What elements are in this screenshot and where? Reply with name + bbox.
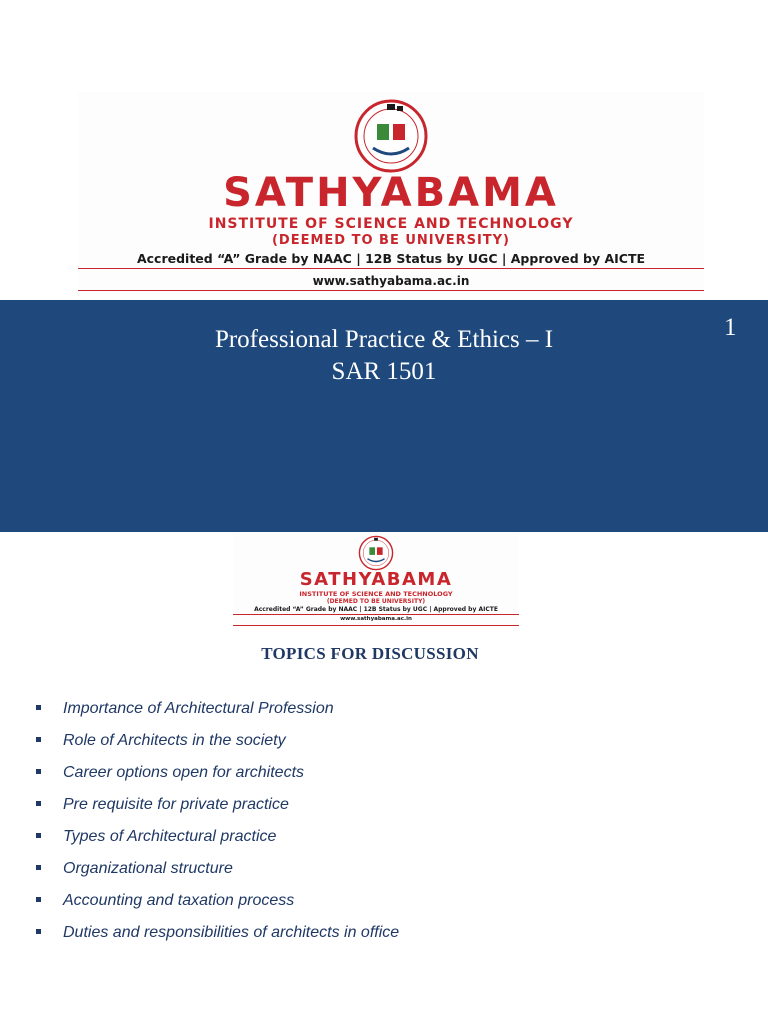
logo-institute: INSTITUTE OF SCIENCE AND TECHNOLOGY [299,590,453,598]
square-bullet-icon [36,769,41,774]
square-bullet-icon [36,865,41,870]
logo-website: www.sathyabama.ac.in [340,616,412,622]
square-bullet-icon [36,705,41,710]
topic-item: Pre requisite for private practice [36,794,399,826]
square-bullet-icon [36,801,41,806]
logo-website: www.sathyabama.ac.in [312,274,470,288]
topic-item: Career options open for architects [36,762,399,794]
slide-2 [0,532,768,1024]
title-band [0,300,768,532]
logo-deemed: (DEEMED TO BE UNIVERSITY) [271,233,511,248]
topic-item: Duties and responsibilities of architects in office [36,922,399,954]
course-code: SAR 1501 [331,358,437,385]
square-bullet-icon [36,897,41,902]
square-bullet-icon [36,833,41,838]
logo-accreditation: Accredited “A” Grade by NAAC | 12B Status by UGC | Approved by AICTE [254,606,498,613]
topic-item: Types of Architectural practice [36,826,399,858]
university-logo-small [233,533,519,627]
square-bullet-icon [36,737,41,742]
topic-item: Accounting and taxation process [36,890,399,922]
topic-item: Importance of Architectural Profession [36,698,399,730]
square-bullet-icon [36,929,41,934]
logo-deemed: (DEEMED TO BE UNIVERSITY) [326,598,426,605]
course-title: Professional Practice & Ethics – I [214,326,554,353]
logo-rule [78,290,704,291]
logo-name: SATHYABAMA [223,170,559,216]
logo-rule [233,625,519,626]
logo-rule [233,614,519,615]
logo-name: SATHYABAMA [299,569,453,590]
logo-institute: INSTITUTE OF SCIENCE AND TECHNOLOGY [208,216,574,232]
topic-item: Role of Architects in the society [36,730,399,762]
logo-rule [78,268,704,269]
logo-accreditation: Accredited “A” Grade by NAAC | 12B Status by UGC | Approved by AICTE [136,251,646,266]
slide-title [0,324,768,388]
topics-heading: TOPICS FOR DISCUSSION [261,644,479,663]
topic-item: Organizational structure [36,858,399,890]
university-emblem-icon [358,535,394,571]
topics-list [36,698,399,954]
slide-number: 1 [724,314,737,341]
university-emblem-icon [353,98,429,174]
university-logo [78,92,704,292]
